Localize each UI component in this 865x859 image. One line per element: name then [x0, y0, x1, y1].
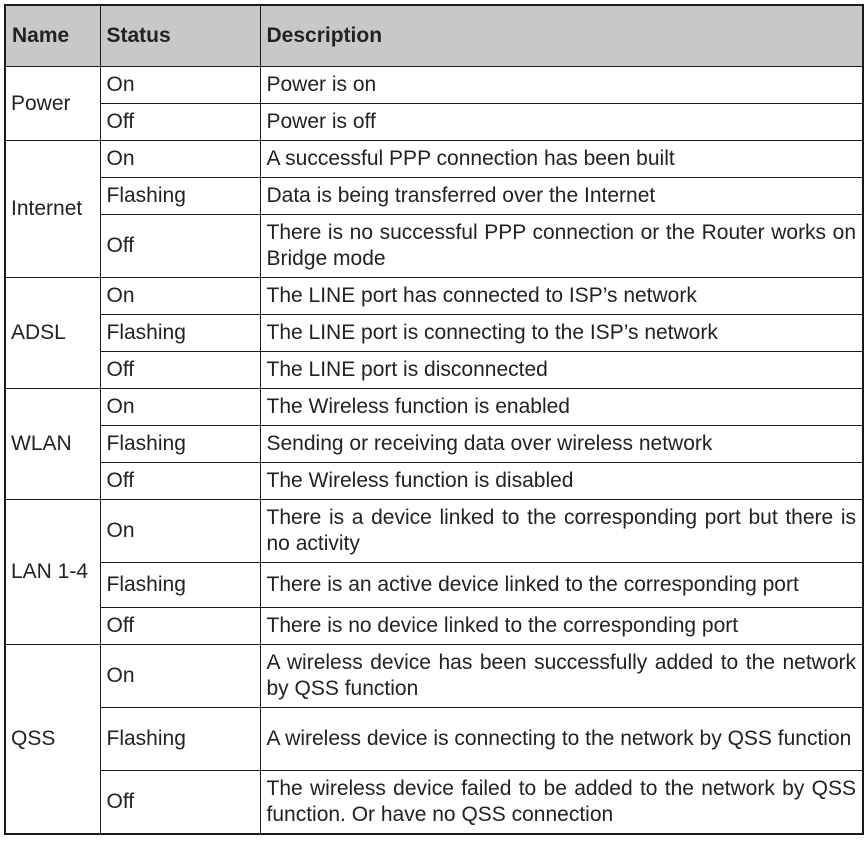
table-row: [5, 771, 863, 835]
table-row: [5, 278, 863, 315]
table-row: [5, 563, 863, 608]
led-name-cell: WLAN: [5, 389, 100, 500]
led-name-cell: LAN 1-4: [5, 500, 100, 645]
status-cell: On: [100, 500, 260, 563]
status-cell: On: [100, 645, 260, 708]
status-cell: Flashing: [100, 315, 260, 352]
status-cell: Flashing: [100, 426, 260, 463]
description-cell: There is no successful PPP connection or the Router works on Bridge mode: [260, 215, 863, 278]
led-name-cell: Power: [5, 67, 100, 141]
led-status-table: [4, 4, 864, 835]
status-cell: Off: [100, 463, 260, 500]
header-name: Name: [5, 5, 100, 67]
table-row: [5, 215, 863, 278]
description-cell: Power is off: [260, 104, 863, 141]
status-cell: On: [100, 141, 260, 178]
table-row: [5, 645, 863, 708]
table-row: [5, 389, 863, 426]
table-row: [5, 708, 863, 771]
status-cell: Off: [100, 771, 260, 835]
table-row: [5, 500, 863, 563]
description-cell: A wireless device has been successfully added to the network by QSS function: [260, 645, 863, 708]
status-cell: On: [100, 389, 260, 426]
status-cell: Off: [100, 352, 260, 389]
status-cell: On: [100, 67, 260, 104]
description-cell: The LINE port is disconnected: [260, 352, 863, 389]
led-name-cell: QSS: [5, 645, 100, 835]
status-cell: Off: [100, 215, 260, 278]
description-cell: There is no device linked to the corresponding port: [260, 608, 863, 645]
led-name-cell: ADSL: [5, 278, 100, 389]
description-cell: The wireless device failed to be added to the network by QSS function. Or have no QSS connection: [260, 771, 863, 835]
description-cell: There is a device linked to the corresponding port but there is no activity: [260, 500, 863, 563]
header-row: [5, 5, 863, 67]
table-row: [5, 178, 863, 215]
table-row: [5, 608, 863, 645]
status-cell: Off: [100, 608, 260, 645]
table-row: [5, 463, 863, 500]
table-row: [5, 67, 863, 104]
header-description: Description: [260, 5, 863, 67]
header-status: Status: [100, 5, 260, 67]
description-cell: The Wireless function is disabled: [260, 463, 863, 500]
table-row: [5, 426, 863, 463]
table-row: [5, 352, 863, 389]
table-row: [5, 315, 863, 352]
status-cell: Flashing: [100, 563, 260, 608]
status-cell: On: [100, 278, 260, 315]
description-cell: The LINE port is connecting to the ISP’s network: [260, 315, 863, 352]
description-cell: A successful PPP connection has been built: [260, 141, 863, 178]
table-row: [5, 104, 863, 141]
description-cell: There is an active device linked to the corresponding port: [260, 563, 863, 608]
status-cell: Off: [100, 104, 260, 141]
description-cell: The LINE port has connected to ISP’s network: [260, 278, 863, 315]
description-cell: Data is being transferred over the Internet: [260, 178, 863, 215]
description-cell: The Wireless function is enabled: [260, 389, 863, 426]
led-name-cell: Internet: [5, 141, 100, 278]
table-row: [5, 141, 863, 178]
status-cell: Flashing: [100, 708, 260, 771]
description-cell: Sending or receiving data over wireless network: [260, 426, 863, 463]
description-cell: Power is on: [260, 67, 863, 104]
status-cell: Flashing: [100, 178, 260, 215]
description-cell: A wireless device is connecting to the network by QSS function: [260, 708, 863, 771]
